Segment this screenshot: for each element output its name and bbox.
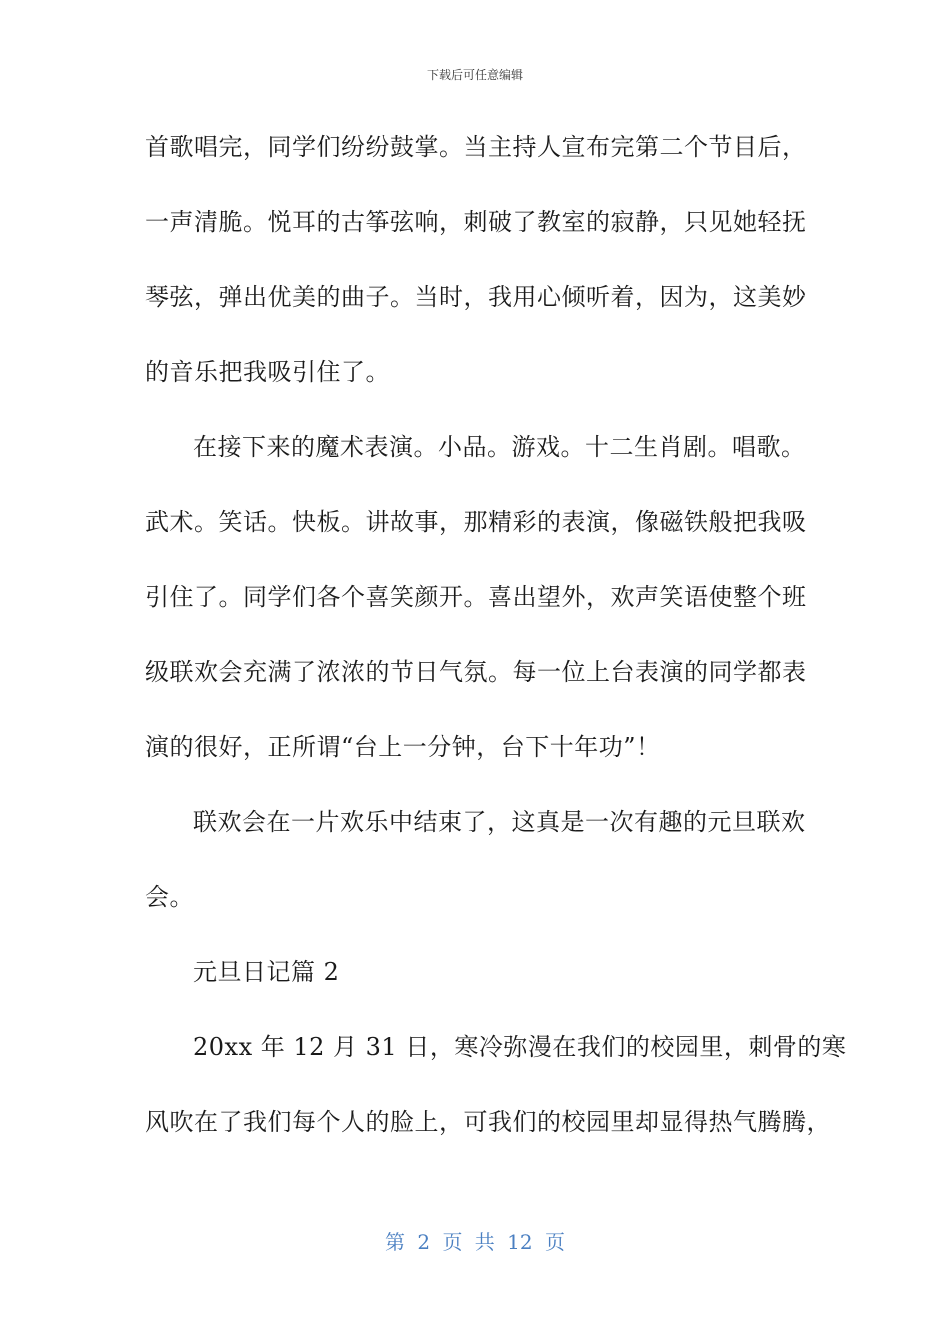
text-line: 琴弦，弹出优美的曲子。当时，我用心倾听着，因为，这美妙 xyxy=(145,283,807,311)
text-line: 演的很好，正所谓“台上一分钟，台下十年功”！ xyxy=(145,733,661,761)
page-header: 下载后可任意编辑 xyxy=(426,68,523,82)
text-line: 风吹在了我们每个人的脸上，可我们的校园里却显得热气腾腾， xyxy=(145,1108,831,1136)
document-body xyxy=(145,128,847,1178)
section-heading: 元旦日记篇 2 xyxy=(193,958,340,986)
page-number-footer: 第 2 页 共 12 页 xyxy=(385,1230,565,1254)
text-line: 在接下来的魔术表演。小品。游戏。十二生肖剧。唱歌。 xyxy=(193,433,806,461)
text-line: 引住了。同学们各个喜笑颜开。喜出望外，欢声笑语使整个班 xyxy=(145,583,807,611)
text-line: 20xx 年 12 月 31 日，寒冷弥漫在我们的校园里，刺骨的寒 xyxy=(193,1033,847,1061)
text-line: 会。 xyxy=(145,883,194,911)
text-line: 首歌唱完，同学们纷纷鼓掌。当主持人宣布完第二个节目后， xyxy=(145,133,807,161)
text-line: 级联欢会充满了浓浓的节日气氛。每一位上台表演的同学都表 xyxy=(145,658,807,686)
text-line: 一声清脆。悦耳的古筝弦响，刺破了教室的寂静，只见她轻抚 xyxy=(145,208,807,236)
text-line: 武术。笑话。快板。讲故事，那精彩的表演，像磁铁般把我吸 xyxy=(145,508,807,536)
text-line: 的音乐把我吸引住了。 xyxy=(145,358,390,386)
text-line: 联欢会在一片欢乐中结束了，这真是一次有趣的元旦联欢 xyxy=(193,808,806,836)
